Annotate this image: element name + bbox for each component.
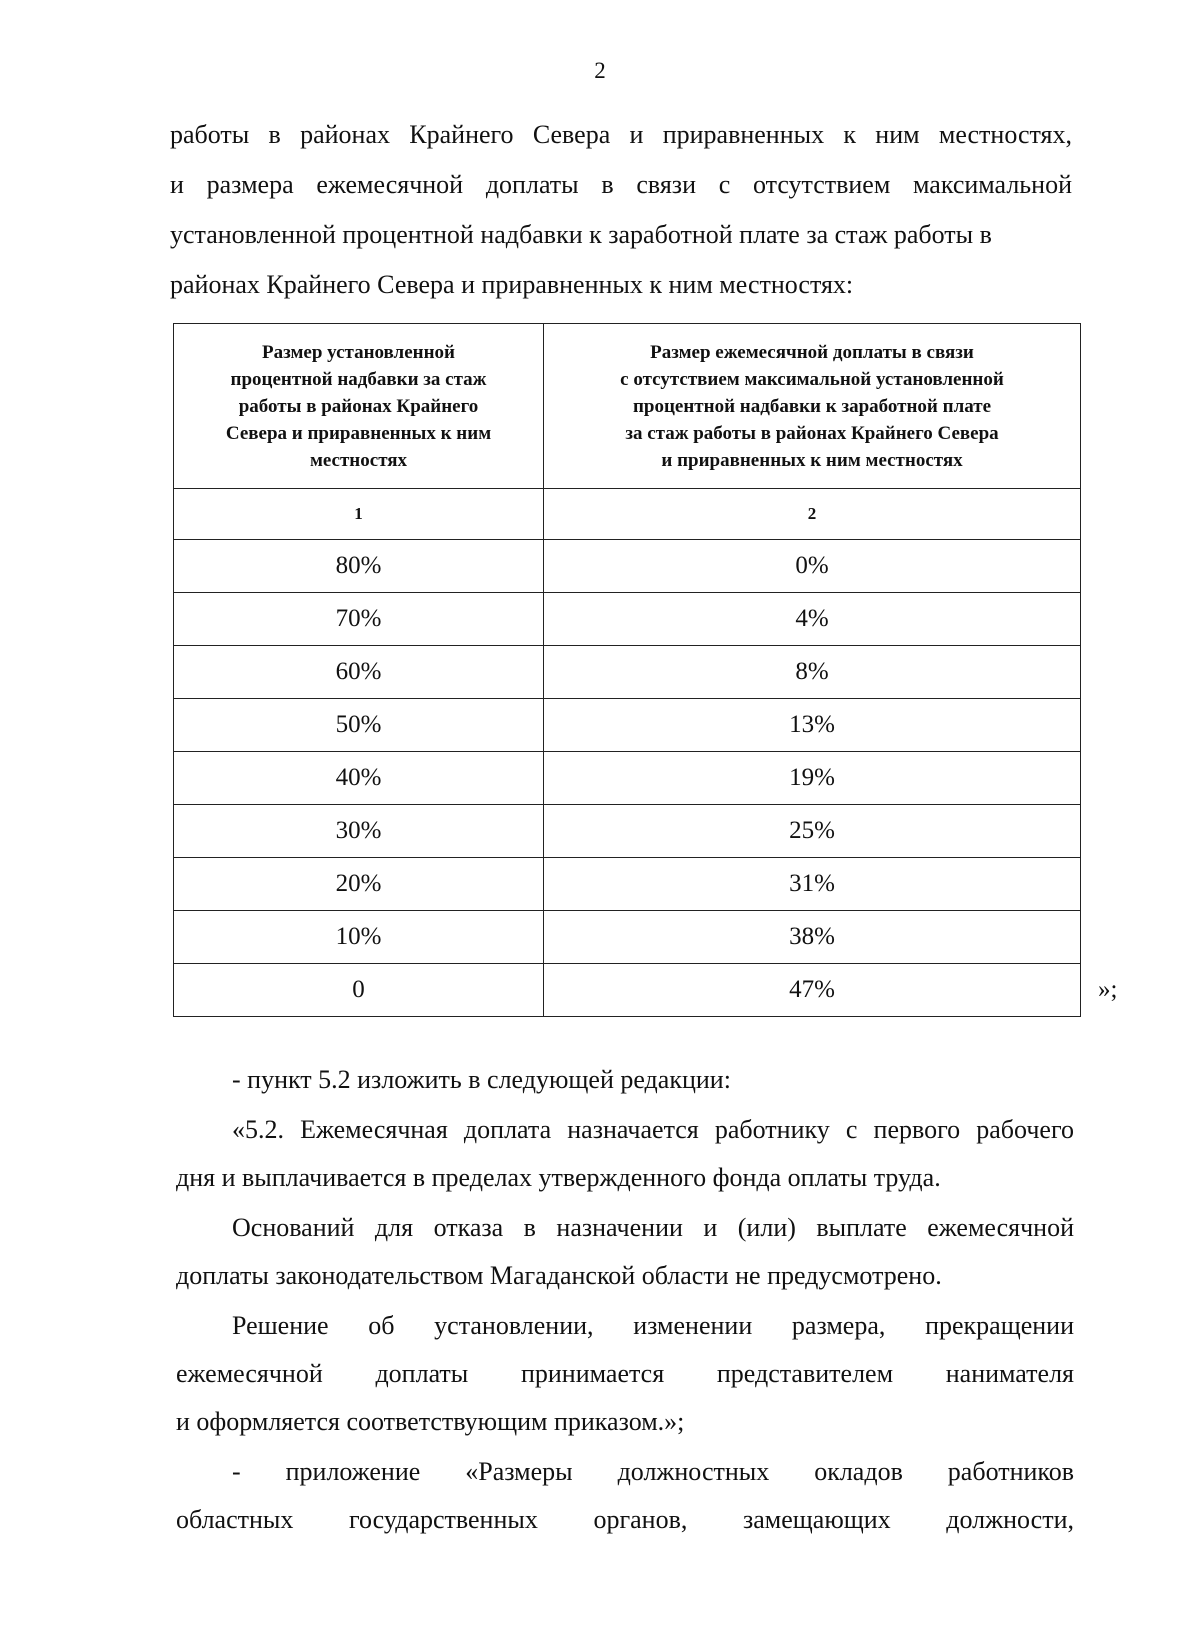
header-line: за стаж работы в районах Крайнего Севера (625, 422, 999, 444)
paragraph-line: Решение об установлении, изменении размера, прекращении (232, 1311, 1074, 1340)
header-line: Севера и приравненных к ним (225, 422, 492, 444)
header-line: процентной надбавки к заработной плате (632, 395, 992, 417)
table-row (174, 699, 1081, 752)
table-row (174, 540, 1081, 593)
closing-quote-mark: »; (1098, 976, 1118, 1003)
header-line: процентной надбавки за стаж (230, 368, 487, 390)
amendment-item-5-2: - пункт 5.2 изложить в следующей редакции: (232, 1065, 731, 1094)
payment-cell: 4% (544, 593, 1081, 646)
allowance-cell: 80% (174, 540, 544, 593)
column-number: 2 (544, 489, 1081, 540)
paragraph-line: Оснований для отказа в назначении и (или) выплате ежемесячной (232, 1213, 1074, 1242)
table-row (174, 752, 1081, 805)
table-row (174, 858, 1081, 911)
payment-cell: 38% (544, 911, 1081, 964)
payment-cell: 25% (544, 805, 1081, 858)
table-row (174, 911, 1081, 964)
allowance-table (173, 323, 1081, 1017)
allowance-cell: 30% (174, 805, 544, 858)
paragraph-line: ежемесячной доплаты принимается представителем нанимателя (176, 1359, 1074, 1388)
header-cell-monthly-payment (544, 324, 1081, 489)
payment-cell: 8% (544, 646, 1081, 699)
payment-cell: 31% (544, 858, 1081, 911)
allowance-cell: 10% (174, 911, 544, 964)
allowance-cell: 70% (174, 593, 544, 646)
header-cell-allowance (174, 324, 544, 489)
table-row (174, 593, 1081, 646)
paragraph-line: «5.2. Ежемесячная доплата назначается работнику с первого рабочего (232, 1115, 1074, 1144)
table-header-row (174, 324, 1081, 489)
intro-paragraph (170, 110, 1072, 310)
paragraph-line: и оформляется соответствующим приказом.»; (176, 1407, 685, 1436)
header-line: с отсутствием максимальной установленной (620, 368, 1004, 390)
allowance-cell: 50% (174, 699, 544, 752)
intro-line: установленной процентной надбавки к заработной плате за стаж работы в (170, 220, 992, 249)
payment-cell: 13% (544, 699, 1081, 752)
paragraph-line: дня и выплачивается в пределах утвержденного фонда оплаты труда. (176, 1163, 941, 1192)
intro-line: районах Крайнего Севера и приравненных к ним местностях: (170, 270, 854, 299)
table-row (174, 964, 1081, 1017)
payment-cell: 0% (544, 540, 1081, 593)
table-row (174, 646, 1081, 699)
page-number: 2 (594, 58, 606, 83)
allowance-cell: 20% (174, 858, 544, 911)
header-line: местностях (309, 449, 408, 471)
table-row (174, 805, 1081, 858)
body-text (176, 1056, 1074, 1544)
payment-cell: 47% (544, 964, 1081, 1017)
header-line: Размер установленной (262, 341, 455, 363)
intro-line: и размера ежемесячной доплаты в связи с отсутствием максимальной (170, 170, 1072, 199)
header-line: работы в районах Крайнего (238, 395, 479, 417)
column-number-row (174, 489, 1081, 540)
intro-line: работы в районах Крайнего Севера и приравненных к ним местностях, (170, 120, 1072, 149)
column-number: 1 (174, 489, 544, 540)
allowance-cell: 40% (174, 752, 544, 805)
header-line: Размер ежемесячной доплаты в связи (650, 341, 974, 363)
paragraph-line: доплаты законодательством Магаданской области не предусмотрено. (176, 1261, 942, 1290)
payment-cell: 19% (544, 752, 1081, 805)
allowance-cell: 60% (174, 646, 544, 699)
paragraph-line: - приложение «Размеры должностных окладов работников (232, 1457, 1074, 1486)
header-line: и приравненных к ним местностях (661, 449, 963, 471)
allowance-cell: 0 (174, 964, 544, 1017)
paragraph-line: областных государственных органов, замещающих должности, (176, 1505, 1074, 1534)
